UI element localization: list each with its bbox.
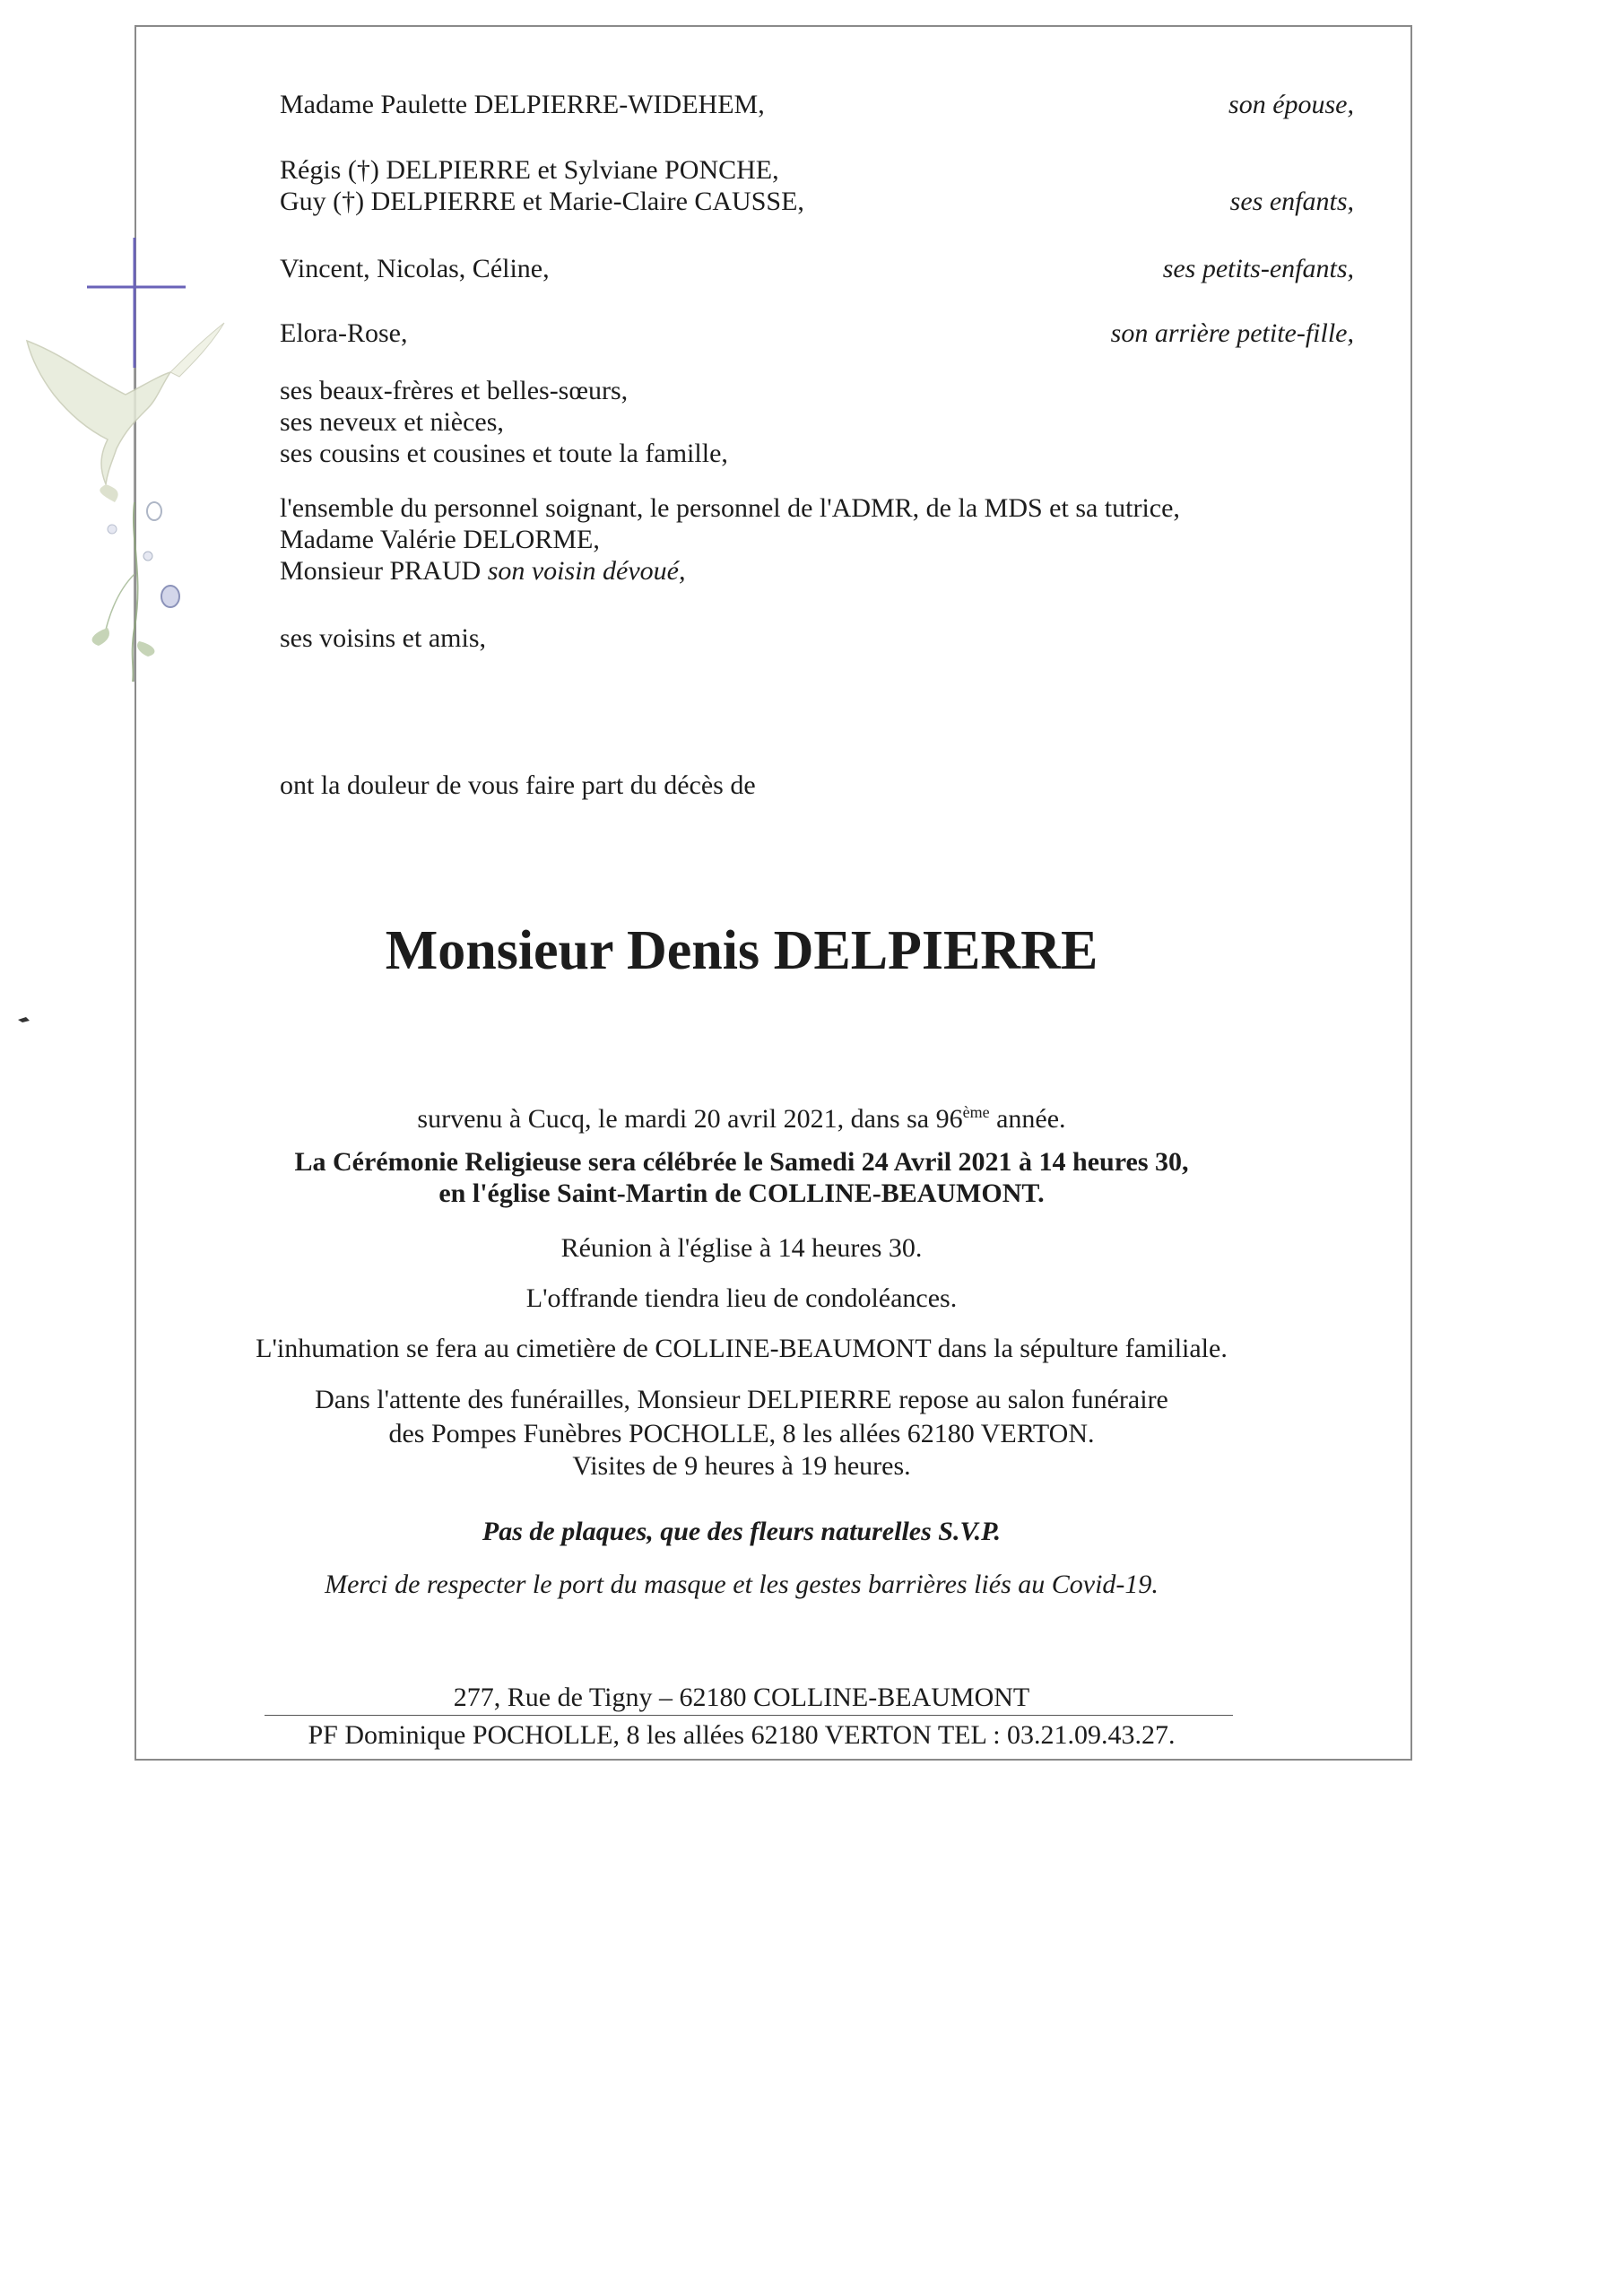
great-grandchild-name: Elora-Rose, <box>280 318 408 348</box>
staff-block <box>280 492 1180 587</box>
rest-line-3: Visites de 9 heures à 19 heures. <box>572 1451 911 1481</box>
extended-family-line: ses cousins et cousines et toute la famille, <box>280 439 728 468</box>
announcement-line: ont la douleur de vous faire part du décès de <box>280 770 756 800</box>
great-grandchild-relation: son arrière petite-fille, <box>1110 318 1354 348</box>
neighbor-name: Monsieur PRAUD <box>280 556 488 586</box>
death-sup: ème <box>962 1103 990 1121</box>
death-line <box>135 1096 1349 1135</box>
children-relation: ses enfants, <box>1229 187 1354 216</box>
spouse-name: Madame Paulette DELPIERRE-WIDEHEM, <box>280 90 765 119</box>
spouse-relation: son épouse, <box>1228 90 1354 119</box>
address-underline <box>265 1715 1233 1716</box>
address-line: 277, Rue de Tigny – 62180 COLLINE-BEAUMONT <box>453 1683 1030 1712</box>
flowers-icon <box>92 502 179 682</box>
death-prefix: survenu à Cucq, le mardi 20 avril 2021, dans sa 96 <box>417 1104 963 1134</box>
offering-line: L'offrande tiendra lieu de condoléances. <box>525 1283 958 1313</box>
staff-line-3 <box>280 555 1180 587</box>
staff-line-2: Madame Valérie DELORME, <box>280 525 600 554</box>
extended-family-line: ses beaux-frères et belles-sœurs, <box>280 376 629 405</box>
death-suffix: année. <box>989 1104 1066 1134</box>
cross-dove-illustration <box>0 0 269 718</box>
friends-line: ses voisins et amis, <box>280 623 486 653</box>
extended-family <box>280 375 728 469</box>
ceremony-line-2: en l'église Saint-Martin de COLLINE-BEAUMONT. <box>438 1178 1045 1208</box>
burial-line: L'inhumation se fera au cimetière de COLLINE-BEAUMONT dans la sépulture familiale. <box>256 1334 1228 1363</box>
extended-family-line: ses neveux et nièces, <box>280 407 504 437</box>
children-names <box>280 154 804 217</box>
neighbor-note: son voisin dévoué, <box>487 556 686 586</box>
funeral-home-line: PF Dominique POCHOLLE, 8 les allées 62180 VERTON TEL : 03.21.09.43.27. <box>308 1720 1176 1750</box>
deceased-name: Monsieur Denis DELPIERRE <box>385 920 1098 981</box>
meeting-line: Réunion à l'église à 14 heures 30. <box>560 1233 923 1263</box>
covid-line: Merci de respecter le port du masque et les gestes barrières liés au Covid-19. <box>325 1570 1159 1599</box>
notice-frame <box>135 25 1412 1761</box>
grandchildren-names: Vincent, Nicolas, Céline, <box>280 254 550 283</box>
rest-line-2: des Pompes Funèbres POCHOLLE, 8 les allées 62180 VERTON. <box>388 1419 1095 1448</box>
rest-line-1: Dans l'attente des funérailles, Monsieur DELPIERRE repose au salon funéraire <box>315 1385 1168 1414</box>
scan-speck-icon <box>13 1009 49 1036</box>
child-line: Régis (†) DELPIERRE et Sylviane PONCHE, <box>280 155 779 185</box>
ceremony-line-1: La Cérémonie Religieuse sera célébrée le Samedi 24 Avril 2021 à 14 heures 30, <box>294 1147 1189 1177</box>
flowers-line: Pas de plaques, que des fleurs naturelles S.V.P. <box>482 1517 1002 1546</box>
dove-icon <box>27 323 224 502</box>
child-line: Guy (†) DELPIERRE et Marie-Claire CAUSSE, <box>280 187 804 216</box>
staff-line-1: l'ensemble du personnel soignant, le personnel de l'ADMR, de la MDS et sa tutrice, <box>280 493 1180 523</box>
grandchildren-relation: ses petits-enfants, <box>1162 254 1354 283</box>
